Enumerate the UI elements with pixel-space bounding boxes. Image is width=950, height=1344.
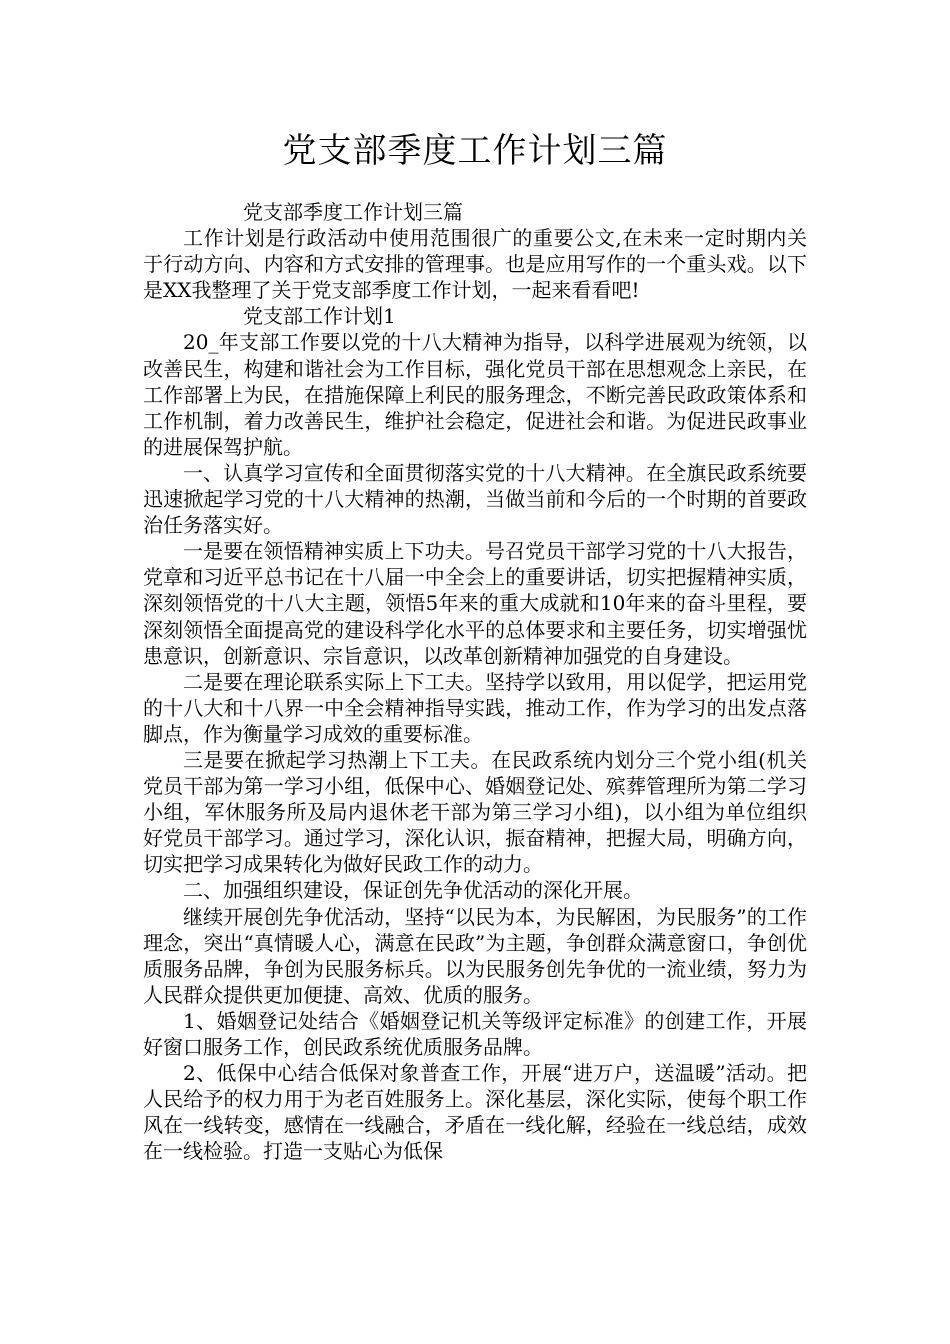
document-body — [143, 199, 807, 1164]
body-paragraph: 工作计划是行政活动中使用范围很广的重要公文,在未来一定时期内关于行动方向、内容和方式安排的管理事。也是应用写作的一个重头戏。以下是XX我整理了关于党支部季度工作计划，一起来看看吧! — [143, 226, 807, 303]
document-title: 党支部季度工作计划三篇 — [282, 131, 668, 171]
body-paragraph: 继续开展创先争优活动，坚持“以民为本，为民解困，为民服务”的工作理念，突出“真情暖人心，满意在民政”为主题，争创群众满意窗口，争创优质服务品牌，争创为民服务标兵。以为民服务创先争优的一流业绩，努力为人民群众提供更加便捷、高效、优质的服务。 — [143, 904, 807, 1007]
body-paragraph: 20_年支部工作要以党的十八大精神为指导，以科学进展观为统领，以改善民生，构建和谐社会为工作目标，强化党员干部在思想观念上亲民，在工作部署上为民，在措施保障上利民的服务理念，不断完善民政政策体系和工作机制，着力改善民生，维护社会稳定，促进社会和谐。为促进民政事业的进展保驾护航。 — [143, 330, 807, 459]
body-paragraph: 2、低保中心结合低保对象普查工作，开展“进万户，送温暖”活动。把人民给予的权力用于为老百姓服务上。深化基层，深化实际，使每个职工作风在一线转变，感情在一线融合，矛盾在一线化解，经验在一线总结，成效在一线检验。打造一支贴心为低保 — [143, 1061, 807, 1164]
section-subheading: 党支部工作计划1 — [243, 304, 396, 329]
body-paragraph: 二、加强组织建设，保证创先争优活动的深化开展。 — [183, 878, 643, 903]
body-paragraph: 1、婚姻登记处结合《婚姻登记机关等级评定标准》的创建工作，开展好窗口服务工作，创民政系统优质服务品牌。 — [143, 1008, 807, 1059]
section-subheading: 党支部季度工作计划三篇 — [243, 200, 463, 224]
body-paragraph: 一、认真学习宣传和全面贯彻落实党的十八大精神。在全旗民政系统要迅速掀起学习党的十八大精神的热潮，当做当前和今后的一个时期的首要政治任务落实好。 — [143, 460, 807, 538]
body-paragraph: 三是要在掀起学习热潮上下工夫。在民政系统内划分三个党小组(机关党员干部为第一学习小组，低保中心、婚姻登记处、殡葬管理所为第二学习小组，军休服务所及局内退休老干部为第三学习小组)，以小组为单位组织好党员干部学习。通过学习，深化认识，振奋精神，把握大局，明确方向，切实把学习成果转化为做好民政工作的动力。 — [143, 747, 807, 877]
body-paragraph: 一是要在领悟精神实质上下功夫。号召党员干部学习党的十八大报告，党章和习近平总书记在十八届一中全会上的重要讲话，切实把握精神实质，深刻领悟党的十八大主题，领悟5年来的重大成就和10年来的奋斗里程，要深刻领悟全面提高党的建设科学化水平的总体要求和主要任务，切实增强忧患意识，创新意识、宗旨意识，以改革创新精神加强党的自身建设。 — [143, 539, 807, 668]
body-paragraph: 二是要在理论联系实际上下工夫。坚持学以致用，用以促学，把运用党的十八大和十八界一中全会精神指导实践，推动工作，作为学习的出发点落脚点，作为衡量学习成效的重要标准。 — [143, 669, 807, 746]
